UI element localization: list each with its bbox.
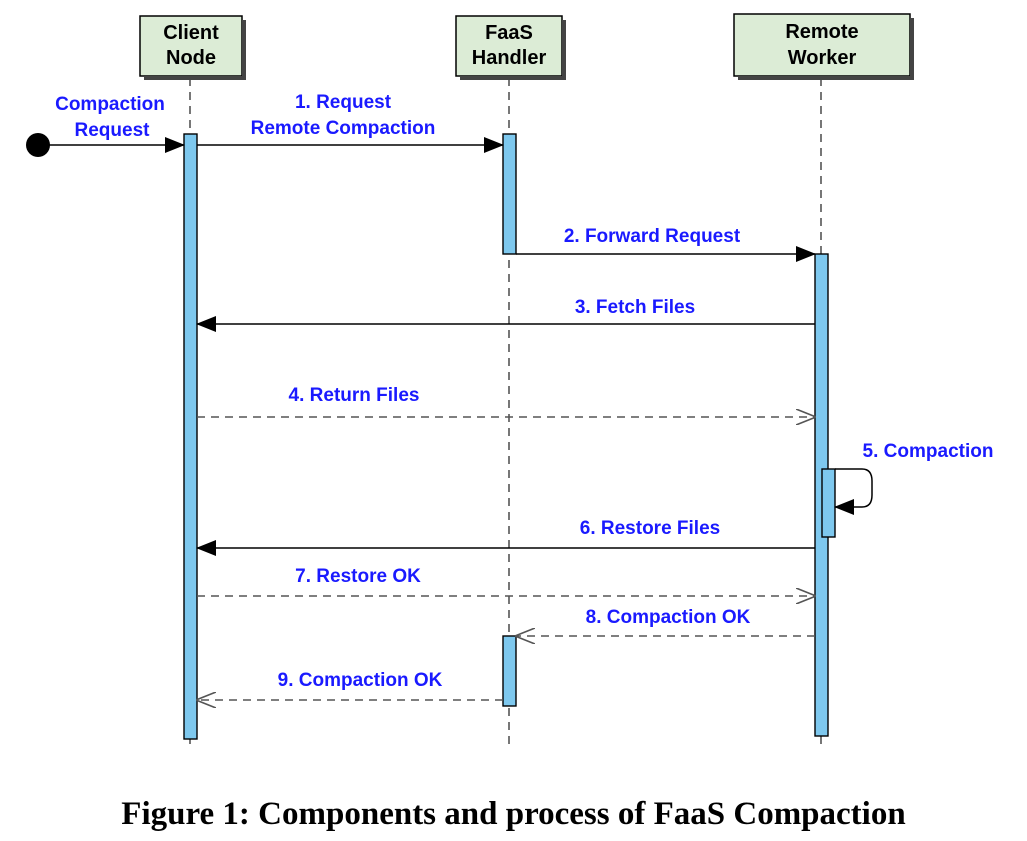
message-3-label: 3. Fetch Files (574, 297, 696, 318)
participant-faas-line1: FaaS (485, 22, 533, 44)
figure-caption: Figure 1: Components and process of FaaS Compaction (121, 796, 906, 832)
message-9-label: 9. Compaction OK (277, 670, 443, 691)
activation-faas-1 (503, 134, 516, 254)
participant-client-line2: Node (166, 47, 216, 69)
activation-faas-2 (503, 636, 516, 706)
message-1-label-line2: Remote Compaction (250, 118, 436, 139)
message-6-label: 6. Restore Files (579, 518, 721, 539)
activation-client (184, 134, 197, 739)
message-5-label: 5. Compaction (862, 441, 994, 462)
message-1-label-line1: 1. Request (294, 92, 392, 113)
participant-client-node (140, 16, 246, 80)
participant-worker-line2: Worker (787, 47, 857, 69)
message-4-label: 4. Return Files (288, 385, 420, 406)
participant-worker-line1: Remote (785, 21, 859, 43)
initial-message-label-line1: Compaction (55, 94, 165, 115)
message-7-label: 7. Restore OK (295, 566, 421, 587)
message-8-label: 8. Compaction OK (585, 607, 751, 628)
initial-message-label-line2: Request (74, 120, 150, 141)
message-5-arrow (835, 469, 872, 507)
participant-remote-worker (734, 14, 914, 80)
participant-faas-handler (456, 16, 566, 80)
participant-faas-line2: Handler (471, 47, 547, 69)
message-2-label: 2. Forward Request (563, 226, 741, 247)
activation-worker-self (822, 469, 835, 537)
participant-client-line1: Client (163, 22, 219, 44)
